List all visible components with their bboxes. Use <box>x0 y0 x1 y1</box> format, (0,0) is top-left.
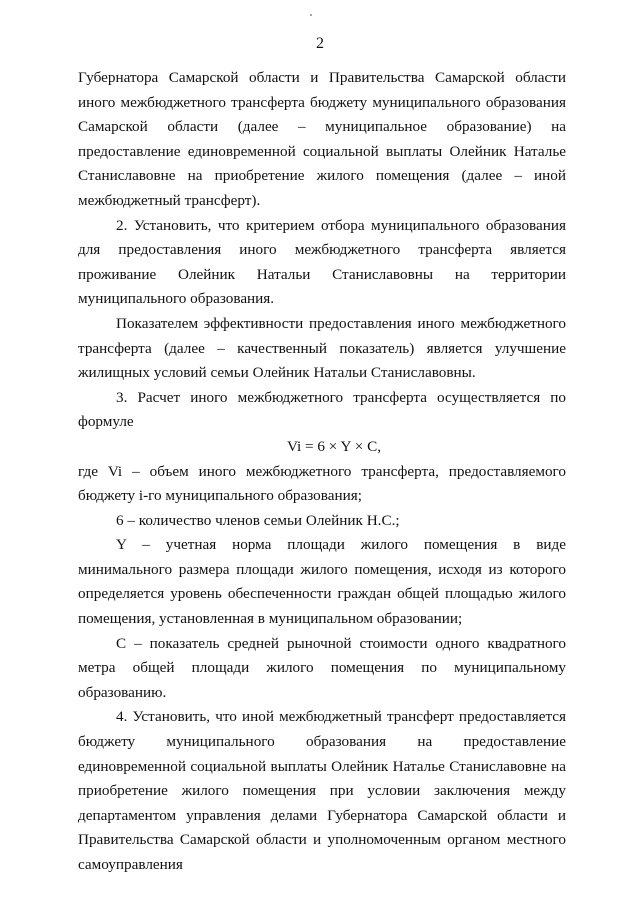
page-number: 2 <box>316 35 324 52</box>
paragraph-formula-6: 6 – количество членов семьи Олейник Н.С.; <box>116 511 400 529</box>
paragraph-item-4: 4. Установить, что иной межбюджетный трансферт предоставляется бюджету муниципального образования на предоставление единовременной социальной выплаты Олейник Наталье Станиславовне на приобретение жилого помещения при условии заключения между департаментом управления делами Губернатора Самарской области и Правительства Самарской области и уполномоченным органом местного самоуправления <box>78 708 566 873</box>
formula: Vi = 6 × Y × C, <box>286 437 382 455</box>
scan-speck <box>310 14 312 16</box>
paragraph-item-2: 2. Установить, что критерием отбора муниципального образования для предоставления иного межбюджетного трансферта является проживание Олейник Натальи Станиславовны на территории муниципального образования. <box>78 216 566 308</box>
paragraph-formula-c: С – показатель средней рыночной стоимости одного квадратного метра общей площади жилого помещения по муниципальному образованию. <box>78 634 566 701</box>
paragraph-formula-vi: где Vi – объем иного межбюджетного трансферта, предоставляемого бюджету i-го муниципального образования; <box>78 462 566 505</box>
paragraph-efficiency-indicator: Показателем эффективности предоставления иного межбюджетного трансферта (далее – качественный показатель) является улучшение жилищных условий семьи Олейник Натальи Станиславовны. <box>78 314 566 382</box>
paragraph-formula-y: Y – учетная норма площади жилого помещения в виде минимального размера площади жилого помещения, исходя из которого определяется уровень обеспеченности граждан общей площадью жилого помещения, установленная в муниципальном образовании; <box>78 536 566 628</box>
document-body <box>78 66 566 878</box>
paragraph-item-3: 3. Расчет иного межбюджетного трансферта осуществляется по формуле <box>78 388 566 431</box>
paragraph-continuation: Губернатора Самарской области и Правительства Самарской области иного межбюджетного трансферта бюджету муниципального образования Самарской области (далее – муниципальное образование) на предоставление единовременной социальной выплаты Олейник Наталье Станиславовне на приобретение жилого помещения (далее – иной межбюджетный трансферт). <box>78 69 566 209</box>
